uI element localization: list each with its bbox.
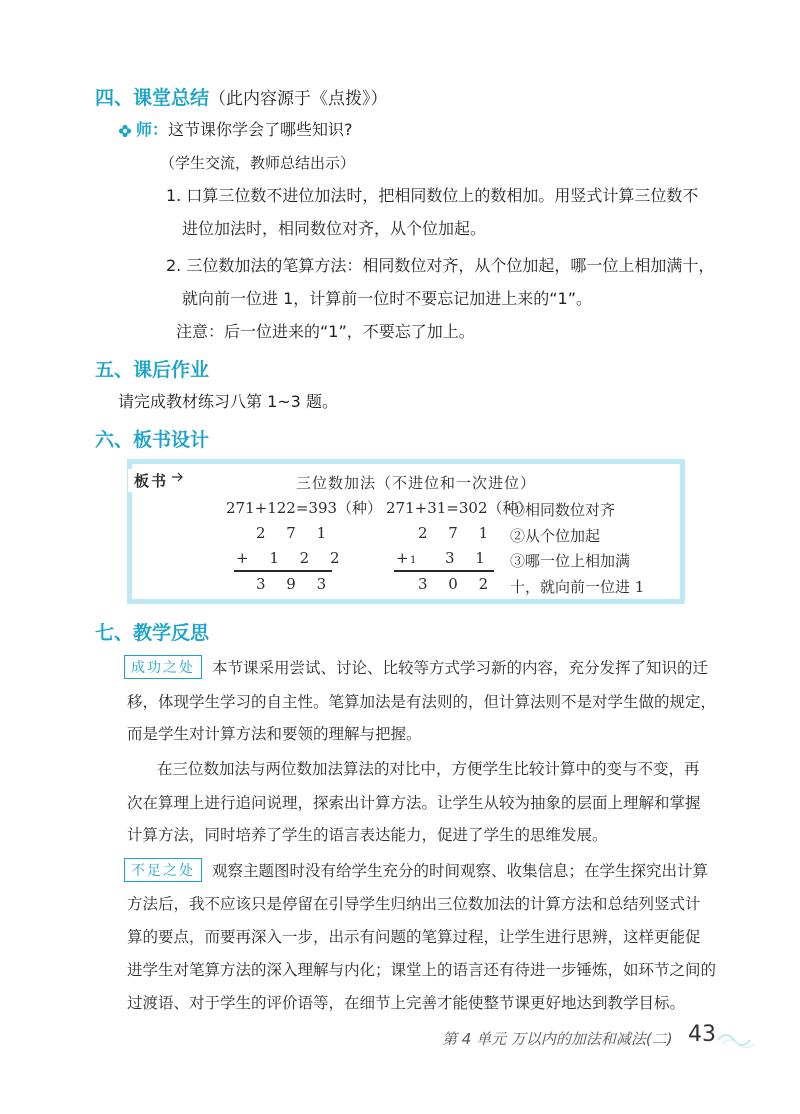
- summary-point-2-line-1: 2. 三位数加法的笔算方法：相同数位对齐，从个位加起，哪一位上相加满十，: [166, 256, 715, 275]
- section-title-homework: 五、课后作业: [95, 359, 210, 381]
- flower-bullet-icon: [118, 124, 132, 138]
- calc1-row-2: + 1 2 2: [236, 549, 348, 567]
- homework-text: 请完成教材练习八第 1~3 题。: [118, 392, 338, 411]
- calc1-result: 3 9 3: [256, 575, 335, 593]
- reflection-para2-line-2: 次在算理上进行追问说理，探索出计算方法。让学生从较为抽象的层面上理解和掌握: [127, 794, 701, 812]
- shortfall-line-2: 方法后，我不应该只是停留在引导学生归纳出三位数加法的计算方法和总结列竖式计: [127, 895, 701, 913]
- shortfall-tag-label: 不足之处: [124, 858, 202, 882]
- board-note-1: ①相同数位对齐: [510, 501, 616, 519]
- shortfall-line-3: 算的要点，而要再深入一步，出示有问题的笔算过程，让学生进行思辨，这样更能促: [127, 928, 701, 946]
- calc1-row-1: 2 7 1: [256, 524, 335, 542]
- summary-attention: 注意：后一位进来的“1”，不要忘了加上。: [176, 322, 475, 341]
- calc1-underline: [234, 570, 332, 572]
- board-tag-label: 板书: [128, 469, 174, 492]
- footer-unit-title: 第 4 单元 万以内的加法和减法(二): [442, 1030, 673, 1048]
- summary-point-1-line-2: 进位加法时，相同数位对齐，从个位加起。: [182, 219, 487, 238]
- shortfall-line-5: 过渡语、对于学生的评价语等，在细节上完善才能使整节课更好地达到教学目标。: [127, 994, 686, 1012]
- board-equation-2: 271+31=302（种）: [386, 499, 533, 517]
- question-text: 这节课你学会了哪些知识?: [168, 120, 353, 139]
- teacher-label: 师：: [136, 120, 169, 139]
- board-equation-1: 271+122=393（种）: [226, 499, 383, 517]
- section-source-note: （此内容源于《点拨》）: [209, 89, 388, 109]
- summary-point-1-line-1: 1. 口算三位数不进位加法时，把相同数位上的数相加。用竖式计算三位数不: [166, 186, 699, 205]
- success-line-2: 移，体现学生学习的自主性。笔算加法是有法则的，但计算法则不是对学生做的规定，: [127, 693, 717, 711]
- success-tag-label: 成功之处: [124, 655, 202, 679]
- reflection-para2-line-3: 计算方法，同时培养了学生的语言表达能力，促进了学生的思维发展。: [127, 826, 608, 844]
- shortfall-line-1: 观察主题图时没有给学生充分的时间观察、收集信息；在学生探究出计算: [212, 862, 709, 880]
- board-tag: [128, 469, 174, 492]
- board-note-3: ③哪一位上相加满: [510, 552, 631, 570]
- calc2-carry-digit: 1: [410, 555, 417, 566]
- page-number: 43: [688, 1022, 716, 1047]
- board-title: 三位数加法（不进位和一次进位）: [296, 474, 537, 492]
- calc2-result: 3 0 2: [418, 575, 497, 593]
- shortfall-tag: [124, 858, 202, 882]
- wave-decoration-icon: [716, 1028, 758, 1048]
- reflection-para2-line-1: 在三位数加法与两位数加法算法的对比中，方便学生比较计算中的变与不变，再: [157, 760, 700, 778]
- section-heading: 四、课堂总结: [95, 87, 210, 109]
- section-title-summary: [95, 83, 388, 110]
- calc2-row-1: 2 7 1: [418, 524, 497, 542]
- success-tag: [124, 655, 202, 679]
- success-line-3: 而是学生对计算方法和要领的理解与把握。: [127, 725, 422, 743]
- board-note-4: 十，就向前一位进 1: [510, 578, 645, 596]
- student-aside: （学生交流，教师总结出示）: [160, 154, 356, 172]
- board-note-2: ②从个位加起: [510, 527, 601, 545]
- calc2-plus: +: [396, 549, 409, 567]
- shortfall-line-4: 进学生对笔算方法的深入理解与内化；课堂上的语言还有待进一步锤炼，如环节之间的: [127, 961, 717, 979]
- section-title-reflection: 七、教学反思: [95, 622, 210, 644]
- summary-point-2-line-2: 就向前一位进 1，计算前一位时不要忘记加进上来的“1”。: [182, 289, 593, 308]
- calc2-row-2: 3 1: [445, 549, 493, 567]
- teacher-question: [136, 118, 353, 142]
- calc2-underline: [394, 570, 494, 572]
- success-line-1: 本节课采用尝试、讨论、比较等方式学习新的内容，充分发挥了知识的迁: [212, 659, 709, 677]
- section-title-board: 六、板书设计: [95, 429, 210, 451]
- arrow-icon: [172, 472, 186, 482]
